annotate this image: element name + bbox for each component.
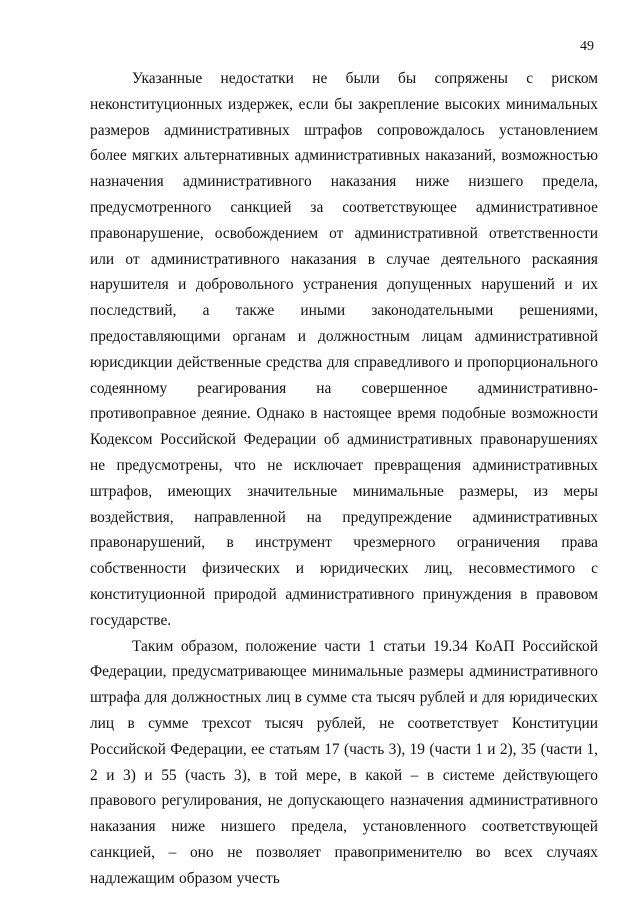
- paragraph-1: Указанные недостатки не были бы сопряжены с риском неконституционных издержек, если бы закрепление высоких минимальных размеров административных штрафов сопровождалось установлением более мягких альтернативных административных наказаний, возможностью назначения административного наказания ниже низшего предела, предусмотренного санкцией за соответствующее административное правонарушение, освобождением от административной ответственности или от административного наказания в случае деятельного раскаяния нарушителя и добровольного устранения допущенных нарушений и их последствий, а также иными законодательными решениями, предоставляющими органам и должностным лицам административной юрисдикции действенные средства для справедливого и пропорционального содеянному реагирования на совершенное административно-противоправное деяние. Однако в настоящее время подобные возможности Кодексом Российской Федерации об административных правонарушениях не предусмотрены, что не исключает превращения административных штрафов, имеющих значительные минимальные размеры, из меры воздействия, направленной на предупреждение административных правонарушений, в инструмент чрезмерного ограничения права собственности физических и юридических лиц, несовместимого с конституционной природой административного принуждения в правовом государстве.: [90, 70, 598, 629]
- paragraph-2: Таким образом, положение части 1 статьи 19.34 КоАП Российской Федерации, предусматривающее минимальные размеры административного штрафа для должностных лиц в сумме ста тысяч рублей и для юридических лиц в сумме трехсот тысяч рублей, не соответствует Конституции Российской Федерации, ее статьям 17 (часть 3), 19 (части 1 и 2), 35 (части 1, 2 и 3) и 55 (часть 3), в той мере, в какой – в системе действующего правового регулирования, не допускающего назначения административного наказания ниже низшего предела, установленного соответствующей санкцией, – оно не позволяет правоприменителю во всех случаях надлежащим образом учесть: [90, 637, 598, 887]
- document-body: [90, 66, 598, 892]
- page-number: 49: [580, 39, 594, 54]
